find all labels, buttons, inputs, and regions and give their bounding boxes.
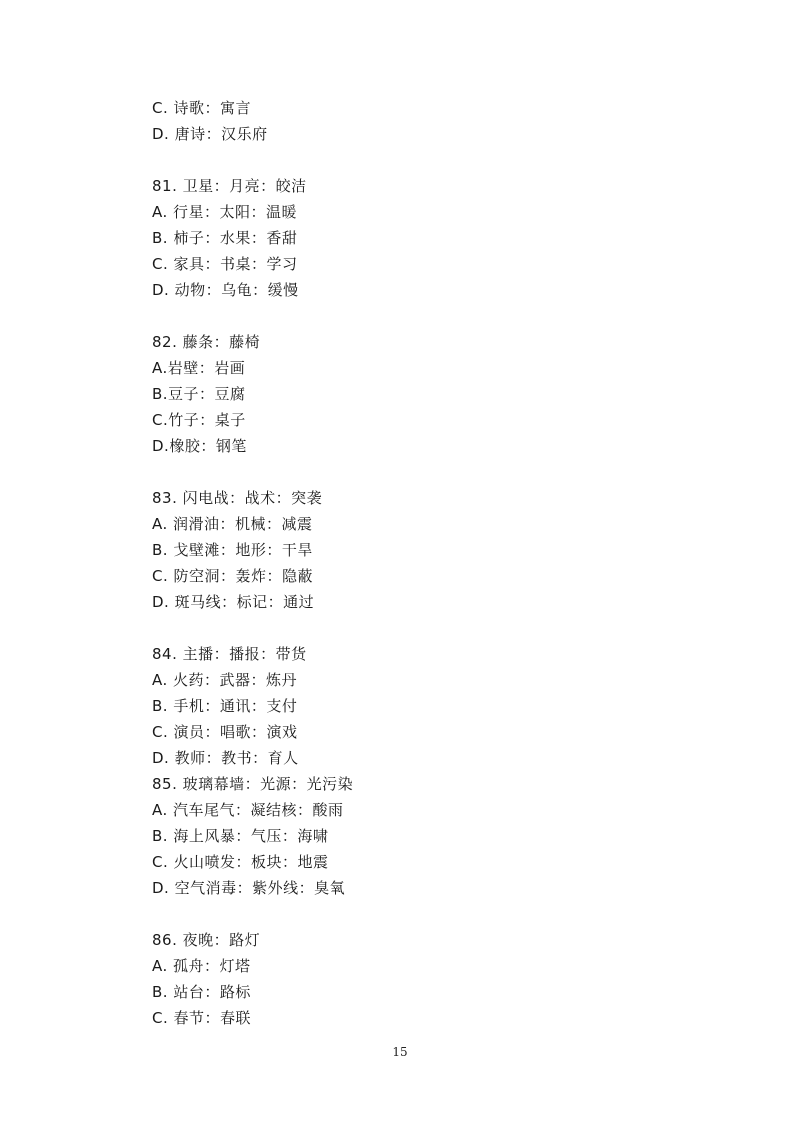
option-b-83: B. 戈壁滩：地形：干旱 (152, 541, 313, 559)
option-c-82: C.竹子：桌子 (152, 411, 246, 429)
option-c-80: C. 诗歌：寓言 (152, 99, 252, 117)
option-c-85: C. 火山喷发：板块：地震 (152, 853, 329, 871)
option-a-83: A. 润滑油：机械：减震 (152, 515, 313, 533)
option-b-81: B. 柿子：水果：香甜 (152, 229, 298, 247)
option-d-81: D. 动物：乌龟：缓慢 (152, 281, 299, 299)
option-a-85: A. 汽车尾气：凝结核：酸雨 (152, 801, 344, 819)
option-a-82: A.岩壁：岩画 (152, 359, 246, 377)
option-c-84: C. 演员：唱歌：演戏 (152, 723, 298, 741)
option-d-82: D.橡胶：钢笔 (152, 437, 247, 455)
question-82: 82. 藤条：藤椅 (152, 333, 261, 351)
option-d-80: D. 唐诗：汉乐府 (152, 125, 268, 143)
question-81: 81. 卫星：月亮：皎洁 (152, 177, 307, 195)
option-b-86: B. 站台：路标 (152, 983, 251, 1001)
option-a-81: A. 行星：太阳：温暖 (152, 203, 298, 221)
option-b-82: B.豆子：豆腐 (152, 385, 246, 403)
option-d-84: D. 教师：教书：育人 (152, 749, 299, 767)
option-d-83: D. 斑马线：标记：通过 (152, 593, 315, 611)
question-84: 84. 主播：播报：带货 (152, 645, 307, 663)
option-a-84: A. 火药：武器：炼丹 (152, 671, 298, 689)
question-85: 85. 玻璃幕墙：光源：光污染 (152, 775, 354, 793)
option-a-86: A. 孤舟：灯塔 (152, 957, 251, 975)
option-b-84: B. 手机：通讯：支付 (152, 697, 298, 715)
question-86: 86. 夜晚：路灯 (152, 931, 261, 949)
option-c-81: C. 家具：书桌：学习 (152, 255, 298, 273)
question-83: 83. 闪电战：战术：突袭 (152, 489, 323, 507)
option-c-83: C. 防空洞：轰炸：隐蔽 (152, 567, 314, 585)
option-b-85: B. 海上风暴：气压：海啸 (152, 827, 329, 845)
page-number: 15 (392, 1045, 408, 1059)
option-d-85: D. 空气消毒：紫外线：臭氧 (152, 879, 346, 897)
option-c-86: C. 春节：春联 (152, 1009, 252, 1027)
